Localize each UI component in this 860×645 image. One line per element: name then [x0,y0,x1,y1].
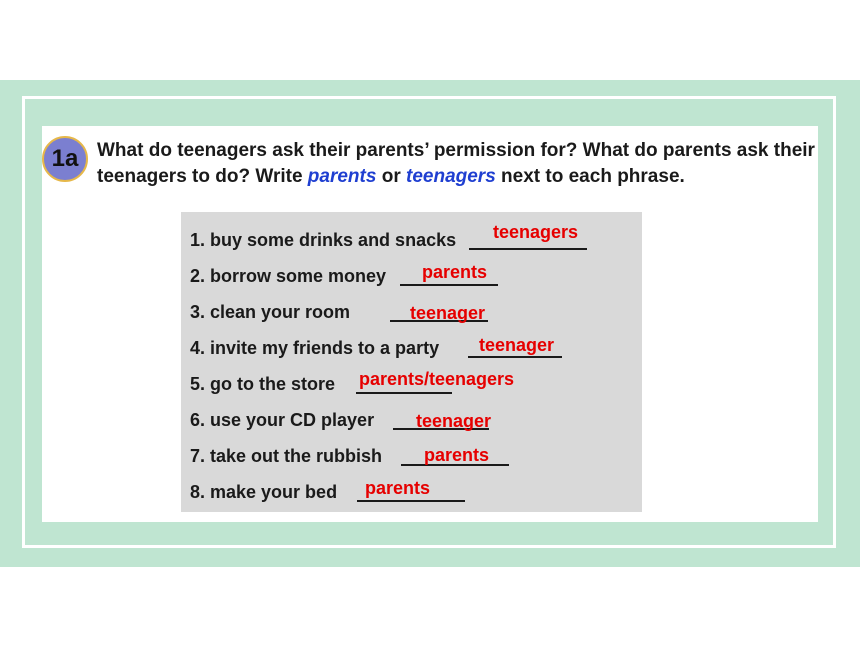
answer-6: teenager [416,411,492,431]
exercise-item-4: 4. invite my friends to a party [190,338,440,358]
answer-5: parents/teenagers [359,369,515,389]
keyword-parents: parents [307,166,377,187]
answer-1: teenagers [493,222,579,242]
answer-4: teenager [479,335,555,355]
exercise-item-6: 6. use your CD player [190,410,375,430]
answer-blank-4 [468,356,562,358]
answer-3: teenager [410,303,486,323]
exercise-item-3: 3. clean your room [190,302,351,322]
section-badge: 1a [42,136,88,182]
keyword-teenagers: teenagers [406,166,496,187]
exercise-item-8: 8. make your bed [190,482,338,502]
exercise-item-5: 5. go to the store [190,374,336,394]
answer-7: parents [424,445,490,465]
exercise-item-1: 1. buy some drinks and snacks [190,230,457,250]
instruction-text: What do teenagers ask their parents’ permission for? What do parents ask their teenagers to do? Write parents or teenagers next to each phrase. [97,140,815,187]
answer-blank-2 [400,284,498,286]
answer-blank-5 [356,392,452,394]
exercise-item-2: 2. borrow some money [190,266,387,286]
answer-8: parents [365,478,431,498]
answer-blank-1 [469,248,587,250]
answer-2: parents [422,262,488,282]
exercise-item-7: 7. take out the rubbish [190,446,383,466]
answer-blank-8 [357,500,465,502]
